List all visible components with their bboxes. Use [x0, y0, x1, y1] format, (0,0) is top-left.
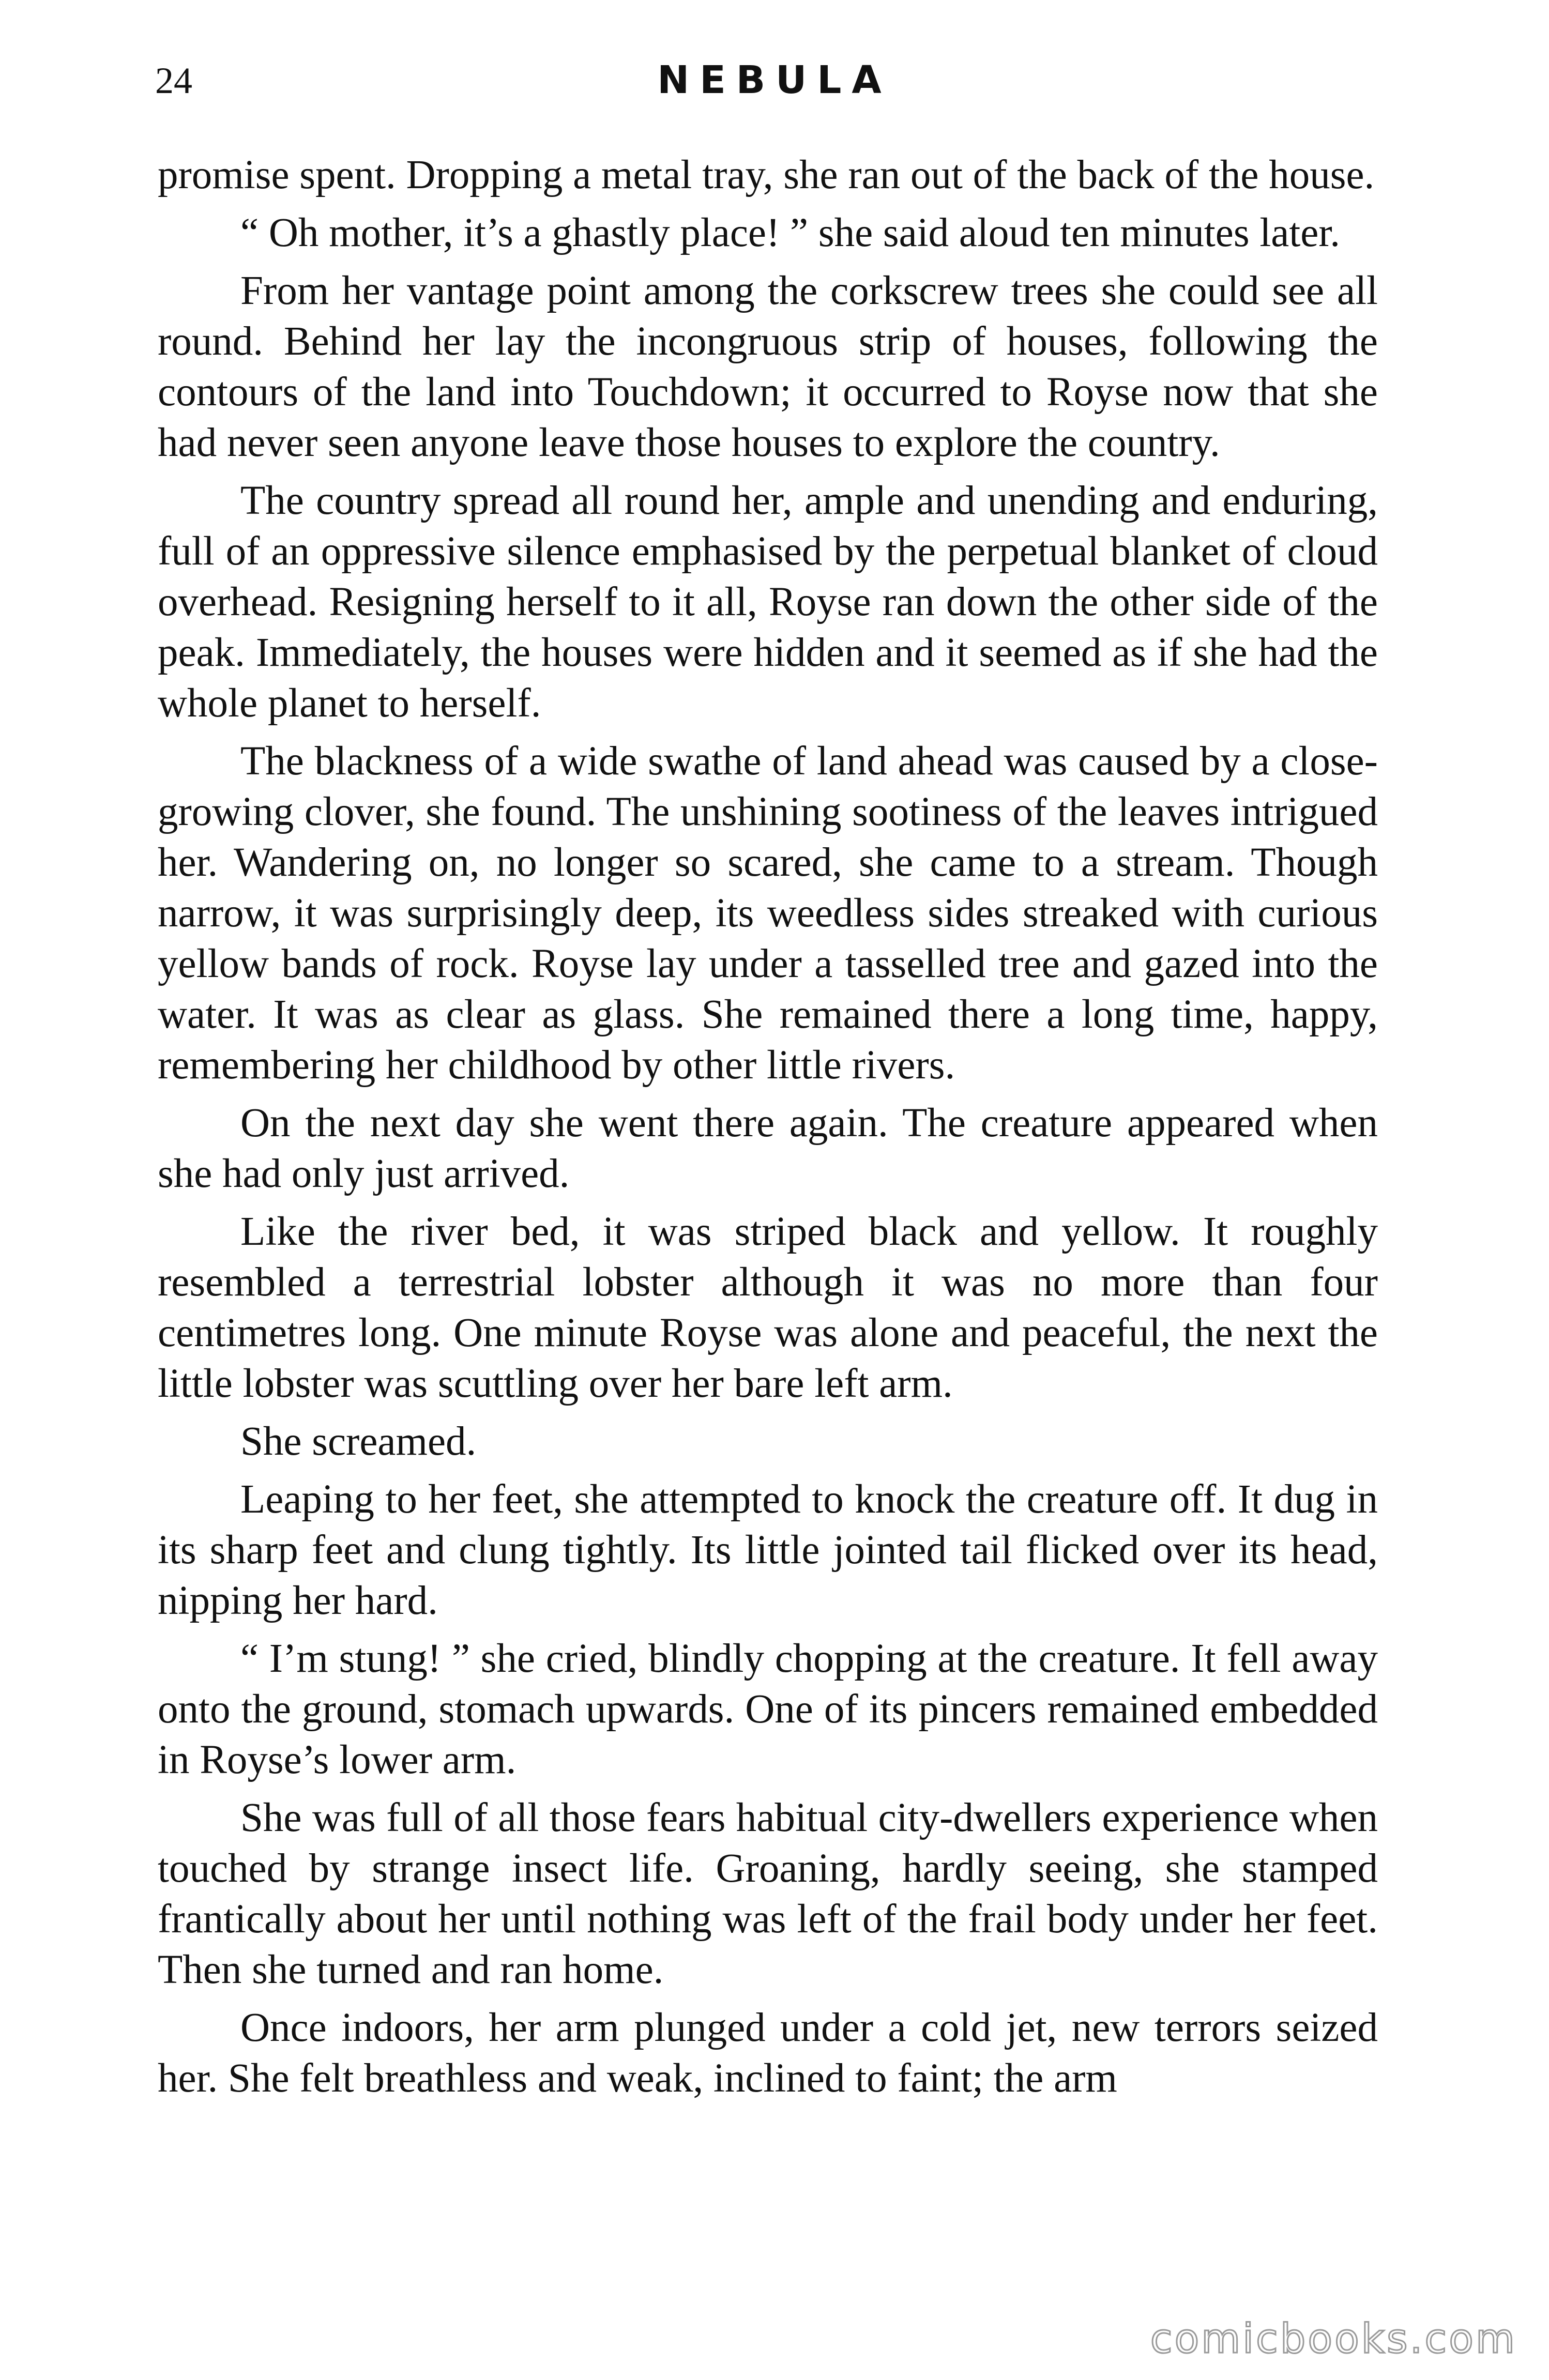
paragraph: She screamed.: [240, 1419, 477, 1464]
paragraph: “ Oh mother, it’s a ghastly place! ” she said aloud ten minutes later.: [240, 210, 1341, 255]
paragraph: The blackness of a wide swathe of land ahead was caused by a close-growing clover, she found. The unshining sootiness of the leaves intrigued her. Wandering on, no longer so scared, she came to a stream. Though narrow, it was surprisingly deep, its weedless sides streaked with curious yellow bands of rock. Royse lay under a tasselled tree and gazed into the water. It was as clear as glass. She remained there a long time, happy, remembering her childhood by other little rivers.: [158, 739, 1378, 1088]
page-number: 24: [155, 60, 192, 101]
paragraph: From her vantage point among the corkscrew trees she could see all round. Behind her lay the incongruous strip of houses, following the contours of the land into Touchdown; it occurred to Royse now that she had never seen anyone leave those houses to explore the country.: [158, 268, 1378, 465]
paragraph: Like the river bed, it was striped black and yellow. It roughly resembled a terrestrial lobster although it was no more than four centimetres long. One minute Royse was alone and peaceful, the next the little lobster was scuttling over her bare left arm.: [158, 1209, 1378, 1406]
paragraph: Leaping to her feet, she attempted to knock the creature off. It dug in its sharp feet and clung tightly. Its little jointed tail flicked over its head, nipping her hard.: [158, 1477, 1378, 1623]
paragraph: “ I’m stung! ” she cried, blindly chopping at the creature. It fell away onto the ground, stomach upwards. One of its pincers remained embedded in Royse’s lower arm.: [158, 1636, 1378, 1782]
paragraph: The country spread all round her, ample and unending and enduring, full of an oppressive silence emphasised by the perpetual blanket of cloud overhead. Resigning herself to it all, Royse ran down the other side of the peak. Immediately, the houses were hidden and it seemed as if she had the whole planet to herself.: [158, 478, 1378, 726]
paragraph: On the next day she went there again. The creature appeared when she had only just arrived.: [158, 1101, 1378, 1196]
paragraph: promise spent. Dropping a metal tray, she ran out of the back of the house.: [158, 152, 1375, 197]
body-text: [158, 150, 1378, 2111]
paragraph: She was full of all those fears habitual city-dwellers experience when touched by strange insect life. Groaning, hardly seeing, she stamped frantically about her until nothing was left of the frail body under her feet. Then she turned and ran home.: [158, 1795, 1378, 1992]
paragraph: Once indoors, her arm plunged under a cold jet, new terrors seized her. She felt breathless and weak, inclined to faint; the arm: [158, 2005, 1378, 2101]
running-head: NEBULA: [657, 58, 892, 102]
watermark: comicbooks.com: [1150, 2316, 1517, 2362]
